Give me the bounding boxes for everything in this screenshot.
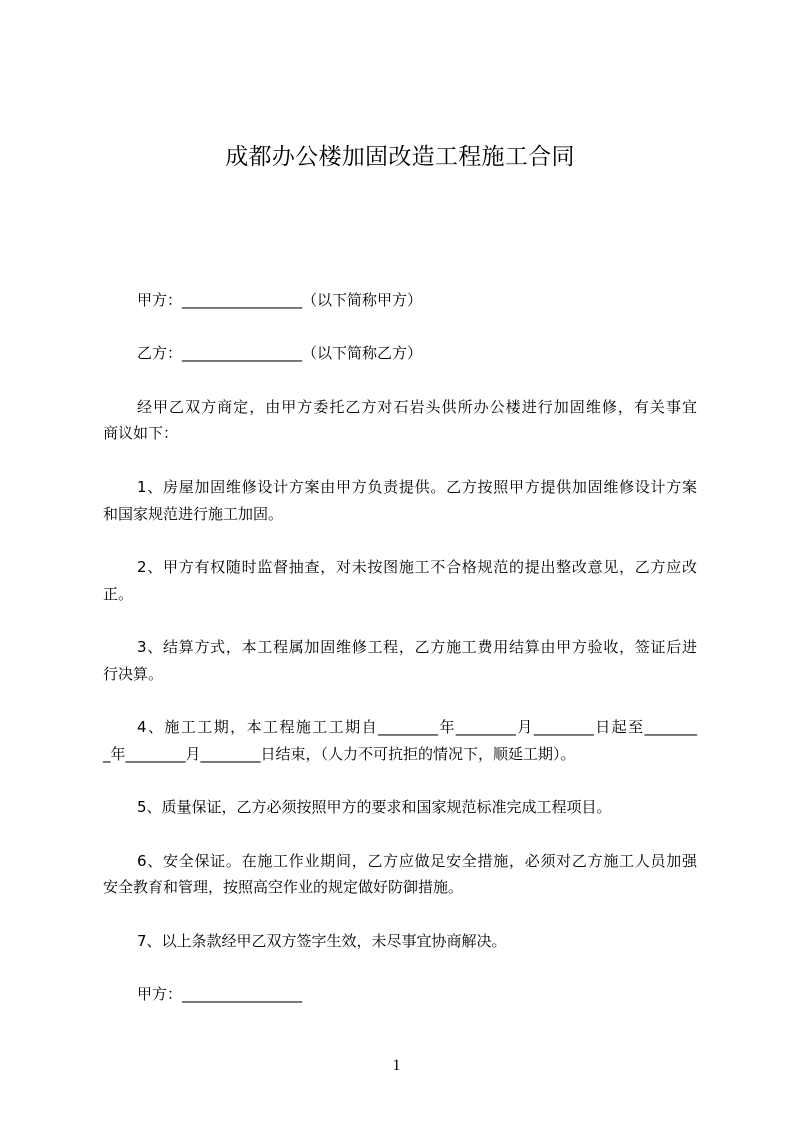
paragraph-line: 7、以上条款经甲乙双方签字生效，未尽事宜协商解决。: [137, 931, 507, 950]
paragraph-line: 5、质量保证，乙方必须按照甲方的要求和国家规范标准完成工程项目。: [137, 798, 612, 817]
paragraph-line: 甲方：________________: [137, 985, 303, 1004]
paragraph-line: _年________月________日结束，（人力不可抗拒的情况下，顺延工期）。: [103, 744, 576, 763]
paragraph-line: 1、房屋加固维修设计方案由甲方负责提供。乙方按照甲方提供加固维修设计方案: [137, 477, 697, 496]
clause-3: [103, 634, 697, 687]
clause-4: [103, 714, 697, 767]
paragraph-line: 经甲乙双方商定，由甲方委托乙方对石岩头供所办公楼进行加固维修，有关事宜: [137, 397, 697, 416]
clause-5: [103, 794, 697, 821]
party-a-line: [103, 287, 697, 314]
paragraph-line: 甲方：________________（以下简称甲方）: [137, 291, 423, 309]
document-title: 成都办公楼加固改造工程施工合同: [225, 144, 575, 170]
clause-2: [103, 554, 697, 607]
paragraph-line: 3、结算方式，本工程属加固维修工程，乙方施工费用结算由甲方验收，签证后进: [137, 638, 697, 657]
paragraph-line: 2、甲方有权随时监督抽查，对未按图施工不合格规范的提出整改意见，乙方应改: [137, 557, 697, 576]
paragraph-line: 6、安全保证。在施工作业期间，乙方应做足安全措施，必须对乙方施工人员加强: [137, 851, 697, 870]
document-body: [103, 287, 697, 1035]
clause-1: [103, 474, 697, 527]
paragraph-line: 4、施工工期，本工程施工工期自________年________月________日起至_______: [137, 718, 697, 737]
page-number: 1: [392, 1057, 401, 1074]
party-b-line: [103, 340, 697, 367]
paragraph-line: 乙方：________________（以下简称乙方）: [137, 344, 423, 363]
paragraph-line: 正。: [103, 584, 134, 603]
paragraph-line: 行决算。: [103, 664, 164, 683]
paragraph-line: 安全教育和管理，按照高空作业的规定做好防御措施。: [103, 878, 464, 897]
signature-party-a: [103, 981, 697, 1008]
preamble-paragraph: [103, 394, 697, 447]
clause-7: [103, 928, 697, 955]
paragraph-line: 商议如下：: [103, 424, 179, 443]
paragraph-line: 和国家规范进行施工加固。: [103, 504, 284, 523]
clause-6: [103, 848, 697, 901]
